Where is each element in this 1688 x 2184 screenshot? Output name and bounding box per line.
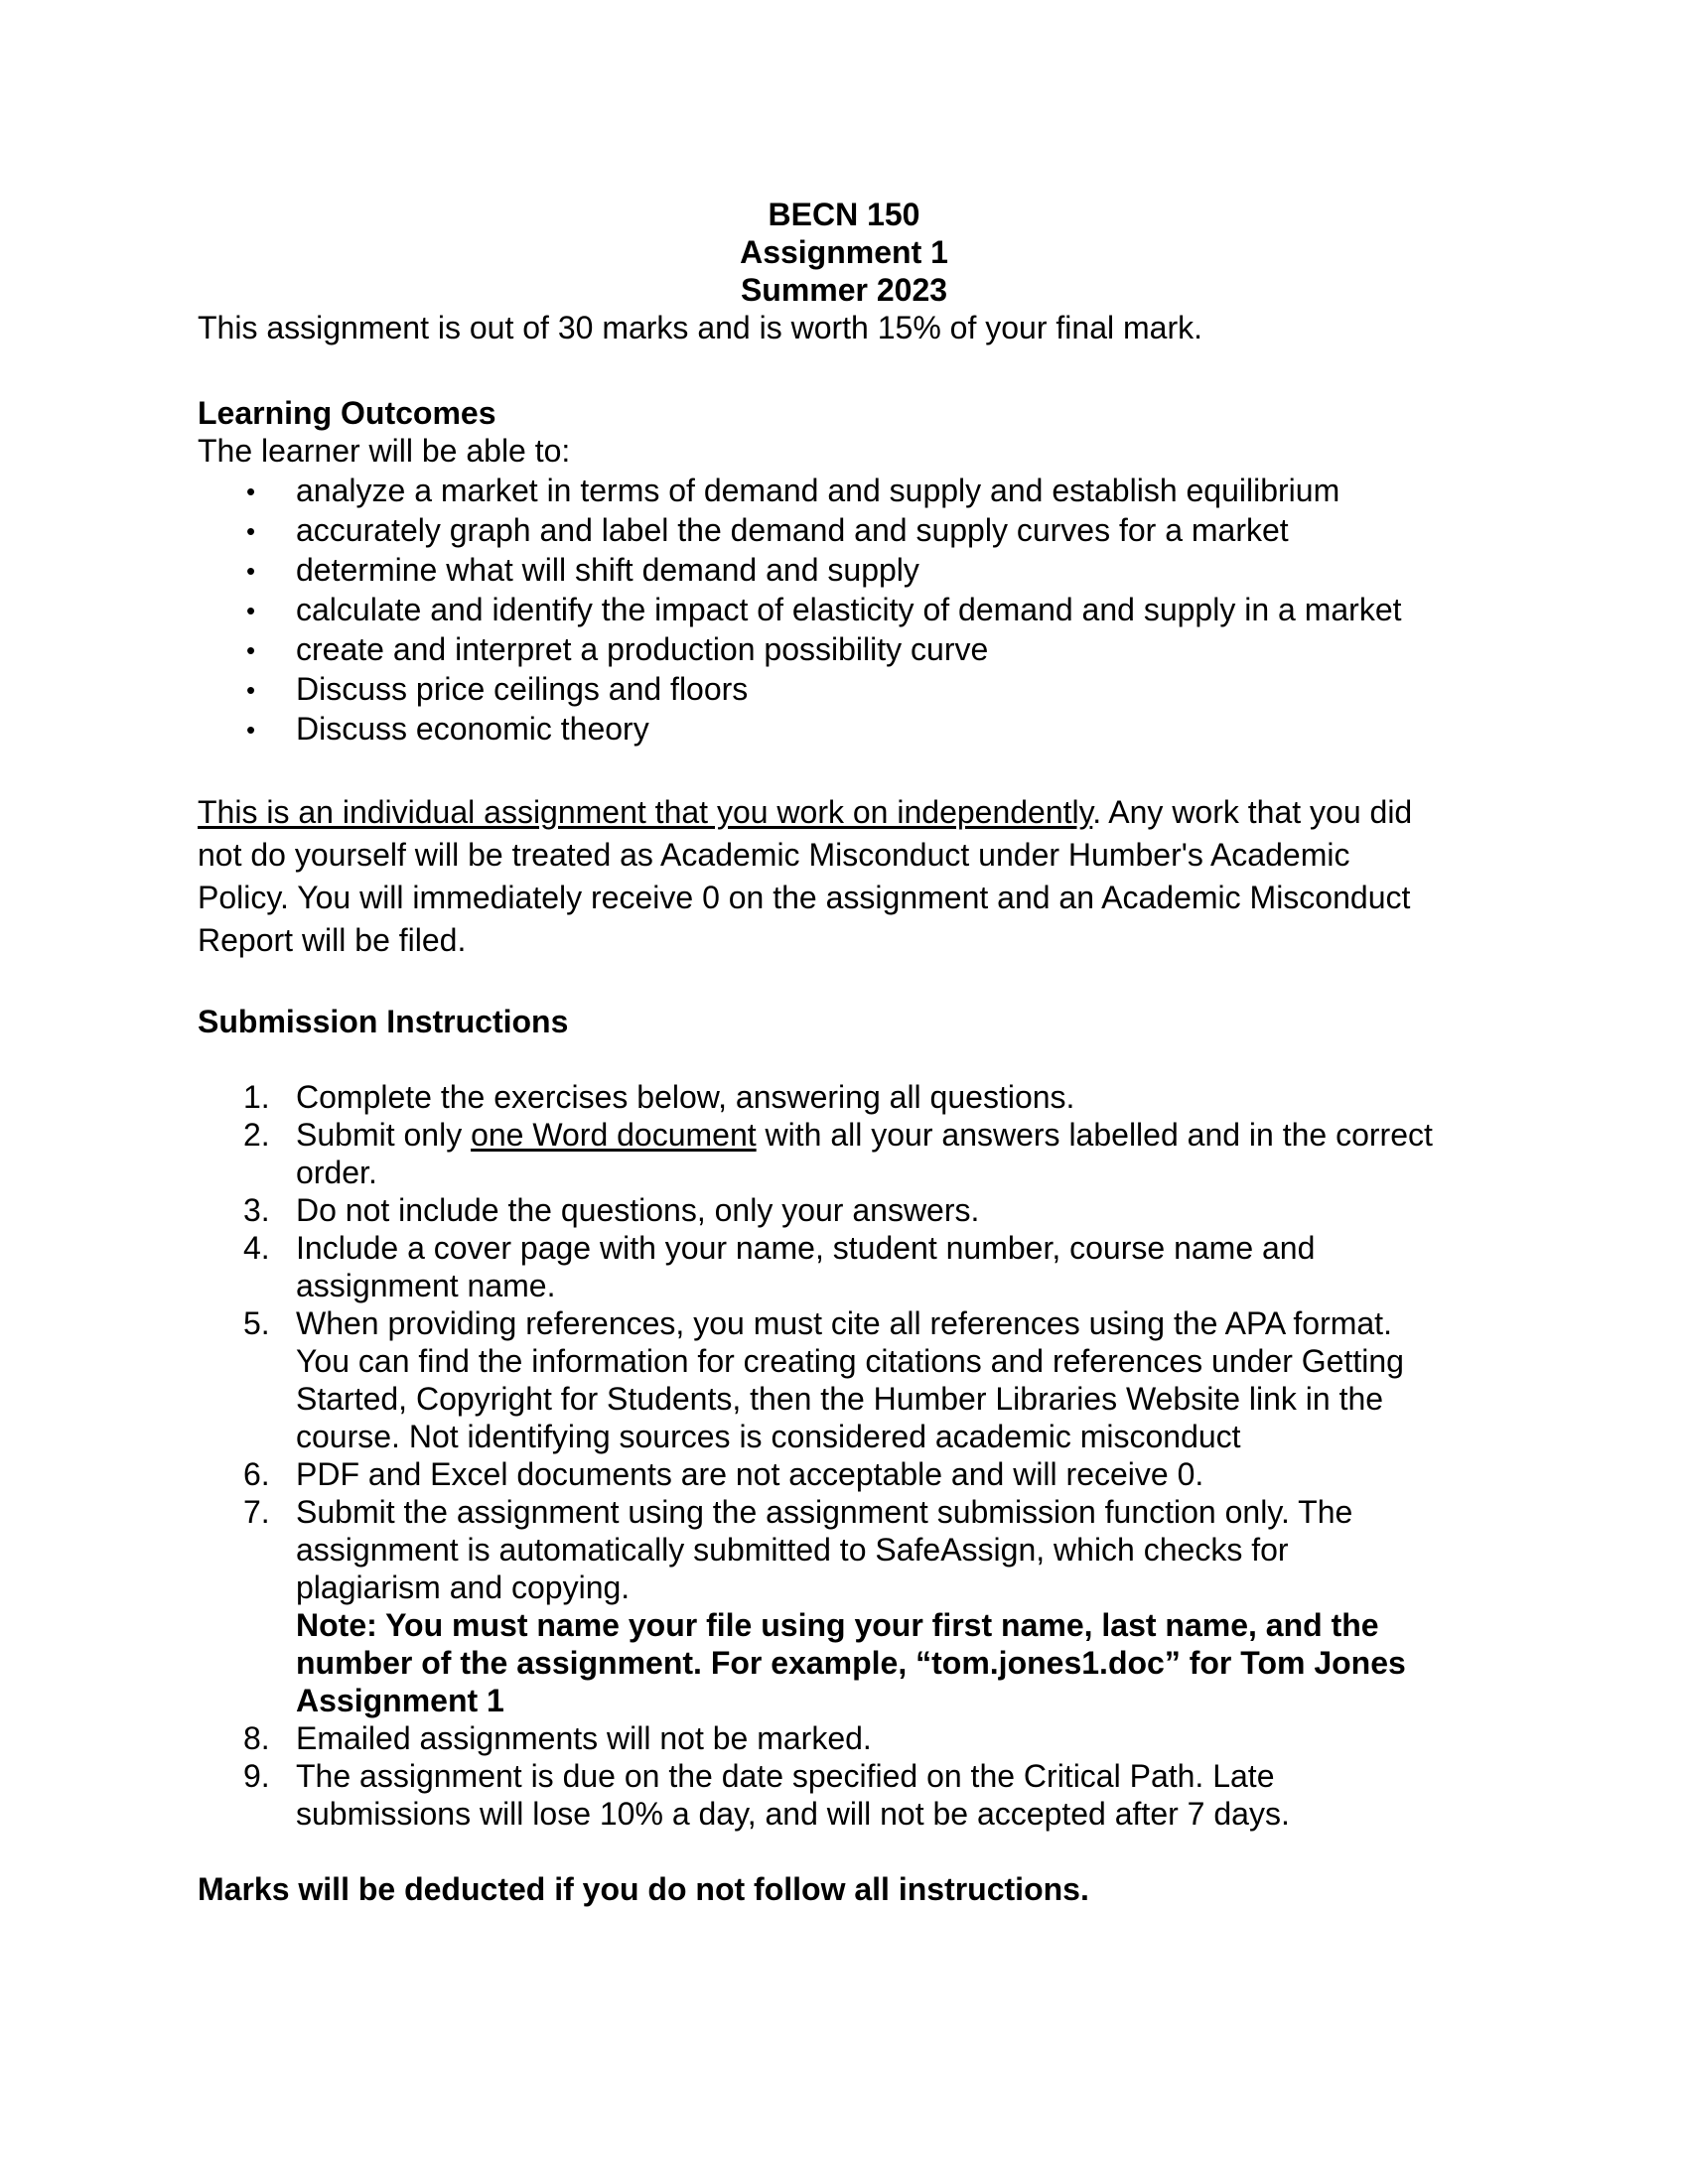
integrity-line-2: not do yourself will be treated as Academic Misconduct under Humber's Academic — [198, 837, 1350, 873]
item-number: 6. — [243, 1456, 270, 1492]
one-word-document-emphasis: one Word document — [471, 1117, 757, 1153]
submission-item-text: assignment is automatically submitted to SafeAssign, which checks for — [296, 1532, 1289, 1568]
submission-item-text: Emailed assignments will not be marked. — [296, 1720, 872, 1756]
outcome-item: create and interpret a production possibility curve — [296, 631, 989, 667]
submission-heading: Submission Instructions — [198, 1004, 569, 1039]
learning-outcomes-heading: Learning Outcomes — [198, 395, 496, 431]
submission-item-text: submissions will lose 10% a day, and will not be accepted after 7 days. — [296, 1796, 1290, 1832]
intro-text: This assignment is out of 30 marks and is worth 15% of your final mark. — [198, 310, 1202, 345]
submission-item-text: Do not include the questions, only your answers. — [296, 1192, 980, 1228]
bullet-icon: • — [246, 715, 256, 745]
file-naming-note: Note: You must name your file using your first name, last name, and the — [296, 1607, 1379, 1643]
item-number: 4. — [243, 1230, 270, 1266]
submission-item-text: course. Not identifying sources is considered academic misconduct — [296, 1419, 1241, 1454]
bullet-icon: • — [246, 675, 256, 705]
submission-item-text: assignment name. — [296, 1268, 556, 1303]
item-number: 9. — [243, 1758, 270, 1794]
integrity-line-1: This is an individual assignment that you work on independently. Any work that you did — [198, 794, 1413, 830]
course-code: BECN 150 — [768, 197, 920, 232]
outcome-item: Discuss price ceilings and floors — [296, 671, 749, 707]
submission-item-text: Submit only one Word document with all your answers labelled and in the correct — [296, 1117, 1433, 1153]
outcome-item: calculate and identify the impact of elasticity of demand and supply in a market — [296, 592, 1402, 627]
bullet-icon: • — [246, 596, 256, 625]
item-number: 1. — [243, 1079, 270, 1115]
integrity-line-4: Report will be filed. — [198, 922, 467, 958]
item-number: 7. — [243, 1494, 270, 1530]
file-naming-note: number of the assignment. For example, “tom.jones1.doc” for Tom Jones — [296, 1645, 1406, 1681]
bullet-icon: • — [246, 477, 256, 506]
submission-item-text: plagiarism and copying. — [296, 1570, 631, 1605]
term: Summer 2023 — [740, 272, 948, 308]
learning-outcomes-lead: The learner will be able to: — [198, 433, 571, 469]
assignment-title: Assignment 1 — [740, 234, 948, 270]
submission-item-text: PDF and Excel documents are not acceptable and will receive 0. — [296, 1456, 1204, 1492]
submission-item-text: Complete the exercises below, answering all questions. — [296, 1079, 1075, 1115]
outcome-item: accurately graph and label the demand and supply curves for a market — [296, 512, 1289, 548]
submission-item-text: You can find the information for creating citations and references under Getting — [296, 1343, 1404, 1379]
submission-item-text: The assignment is due on the date specified on the Critical Path. Late — [296, 1758, 1275, 1794]
submission-item-text: Include a cover page with your name, student number, course name and — [296, 1230, 1316, 1266]
submission-item-text: Started, Copyright for Students, then the Humber Libraries Website link in the — [296, 1381, 1384, 1417]
bullet-icon: • — [246, 556, 256, 586]
outcome-item: Discuss economic theory — [296, 711, 649, 747]
item-number: 5. — [243, 1305, 270, 1341]
submission-item-text: Submit the assignment using the assignment submission function only. The — [296, 1494, 1353, 1530]
item-number: 3. — [243, 1192, 270, 1228]
submission-item-text: order. — [296, 1155, 377, 1190]
integrity-emphasis: This is an individual assignment that you work on independently — [198, 794, 1093, 830]
outcome-item: analyze a market in terms of demand and supply and establish equilibrium — [296, 473, 1340, 508]
integrity-line-3: Policy. You will immediately receive 0 on the assignment and an Academic Misconduct — [198, 880, 1411, 915]
outcome-item: determine what will shift demand and supply — [296, 552, 919, 588]
submission-item-text: When providing references, you must cite all references using the APA format. — [296, 1305, 1392, 1341]
item-number: 2. — [243, 1117, 270, 1153]
file-naming-note: Assignment 1 — [296, 1683, 504, 1718]
item-number: 8. — [243, 1720, 270, 1756]
bullet-icon: • — [246, 516, 256, 546]
closing-warning: Marks will be deducted if you do not follow all instructions. — [198, 1871, 1089, 1907]
bullet-icon: • — [246, 635, 256, 665]
